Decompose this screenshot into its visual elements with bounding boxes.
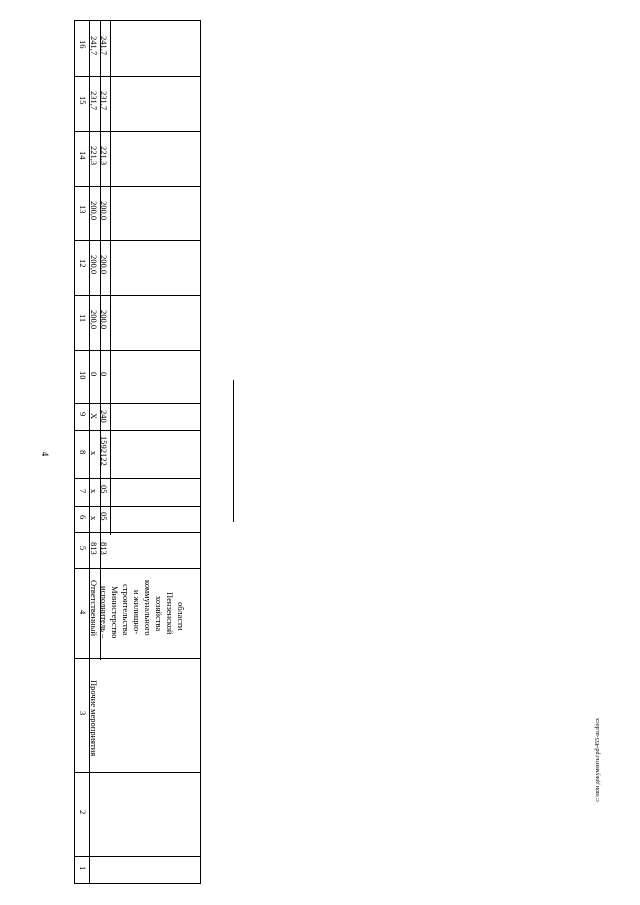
cell-value: 200,0: [99, 310, 109, 330]
cell-value: 221,3: [99, 146, 109, 166]
cell-value: 231,7: [89, 91, 99, 111]
column-number: 2: [78, 810, 88, 815]
cell-value: х: [89, 489, 99, 494]
table-rule: [74, 532, 201, 533]
column-number: 5: [78, 546, 88, 551]
footer-file-path: [593, 718, 603, 848]
table-rule: [74, 430, 201, 431]
column-number: 12: [78, 259, 88, 268]
table-rule: [74, 478, 201, 479]
activity-name: Прочие мероприятия: [89, 680, 99, 757]
table-rule: [100, 20, 101, 660]
column-number: 10: [78, 371, 88, 380]
column-number: 9: [78, 412, 88, 417]
footer-path-text: c:\мои документы\pd\455-ш.docx: [595, 718, 601, 802]
column-number: 15: [78, 96, 88, 105]
column-number: 4: [78, 610, 88, 615]
cell-value: 240: [99, 410, 109, 423]
executor-line: строительства: [121, 584, 131, 636]
executor-line: хозяйства: [154, 596, 164, 632]
cell-value: 813: [99, 542, 109, 555]
executor-line: исполнитель –: [99, 586, 109, 639]
column-number: 14: [78, 151, 88, 160]
column-number: 6: [78, 515, 88, 520]
cell-value: 221,3: [89, 146, 99, 166]
column-number: 16: [78, 40, 88, 49]
cell-value: 813: [89, 542, 99, 555]
column-number: 8: [78, 450, 88, 455]
cell-value: 241,7: [99, 36, 109, 56]
executor-line: Ответственный: [89, 580, 99, 636]
cell-value: 05: [99, 485, 109, 494]
cell-value: 231,7: [99, 91, 109, 111]
page-number: 4: [40, 451, 50, 457]
table-rule: [74, 76, 201, 77]
executor-line: области: [176, 602, 186, 631]
cell-value: 0: [89, 372, 99, 377]
cell-value: Х: [89, 413, 99, 420]
executor-line: Министерство: [110, 586, 120, 639]
table-rule: [74, 772, 201, 773]
table-rule: [110, 20, 111, 535]
column-number: 7: [78, 489, 88, 494]
executor-line: и жилищно-: [132, 590, 142, 635]
cell-value: 200,0: [99, 255, 109, 275]
table-rule: [74, 856, 201, 857]
table-rule: [74, 568, 201, 569]
cell-value: 05: [99, 512, 109, 521]
table-rule: [74, 186, 201, 187]
cell-value: 200,0: [89, 310, 99, 330]
table-rule: [74, 658, 201, 659]
cell-value: 200,0: [99, 201, 109, 221]
column-number: 1: [78, 866, 88, 871]
column-number: 13: [78, 205, 88, 214]
executor-line: коммунального: [143, 580, 153, 636]
table-rule: [74, 131, 201, 132]
cell-value: 1592122: [99, 436, 109, 466]
table-rule: [74, 403, 201, 404]
cell-value: 241,7: [89, 36, 99, 56]
cell-value: 0: [99, 372, 109, 377]
table-rule: [74, 240, 201, 241]
table-rule: [74, 350, 201, 351]
column-number: 3: [78, 711, 88, 716]
cell-value: 200,0: [89, 201, 99, 221]
table-rule: [74, 295, 201, 296]
column-number: 11: [78, 314, 88, 323]
table-rule: [74, 506, 201, 507]
cell-value: х: [89, 516, 99, 521]
cell-value: 200,0: [89, 255, 99, 275]
signature-line: [233, 380, 234, 522]
executor-line: Пензенской: [165, 592, 175, 635]
cell-value: х: [89, 451, 99, 456]
